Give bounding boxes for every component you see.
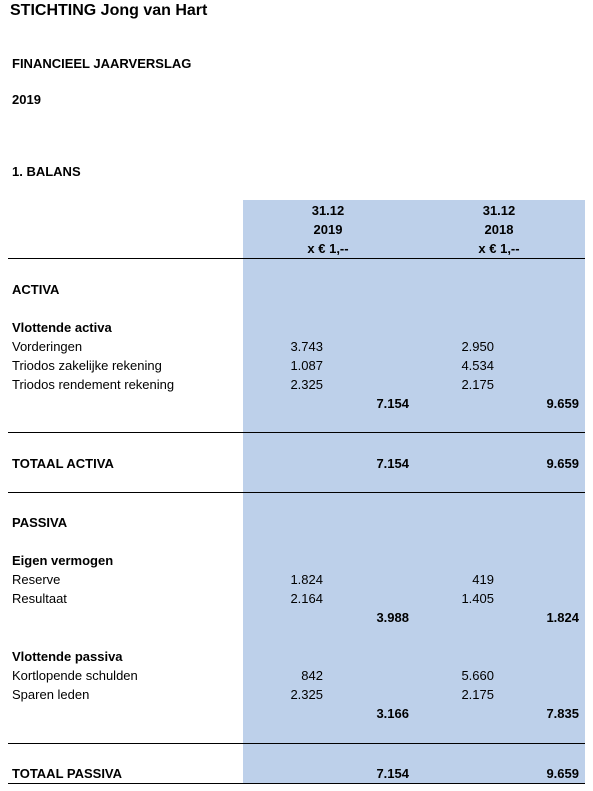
col-2019-unit: x € 1,-- — [307, 241, 349, 256]
organisation-name: STICHTING Jong van Hart — [10, 2, 208, 19]
col-2018-unit: x € 1,-- — [478, 241, 520, 256]
header-divider — [8, 258, 585, 259]
activa-group-label: Vlottende activa — [12, 320, 112, 335]
current-row-label: Kortlopende schulden — [12, 668, 138, 683]
passiva-total-divider — [8, 743, 585, 744]
current-liabilities-group-label: Vlottende passiva — [12, 649, 123, 664]
activa-row-2019: 3.743 — [290, 339, 323, 354]
total-passiva-label: TOTAAL PASSIVA — [12, 766, 123, 781]
section-title: 1. BALANS — [12, 164, 81, 179]
col-2019-date: 31.12 — [311, 203, 345, 218]
activa-end-divider — [8, 492, 585, 493]
total-passiva-2019: 7.154 — [376, 766, 409, 781]
current-row-2019: 2.325 — [290, 687, 323, 702]
report-title: FINANCIEEL JAARVERSLAG — [12, 56, 192, 71]
activa-row-2019: 1.087 — [290, 358, 323, 373]
col-2019-year: 2019 — [313, 222, 343, 237]
col-2018-year: 2018 — [484, 222, 514, 237]
total-activa-label: TOTAAL ACTIVA — [12, 456, 114, 471]
total-activa-2018: 9.659 — [546, 456, 579, 471]
equity-row-2019: 2.164 — [290, 591, 323, 606]
activa-total-divider — [8, 432, 585, 433]
current-row-2018: 2.175 — [461, 687, 494, 702]
activa-row-2019: 2.325 — [290, 377, 323, 392]
activa-row-label: Vorderingen — [12, 339, 83, 354]
activa-subtotal-2019: 7.154 — [376, 396, 409, 411]
equity-row-2018: 419 — [472, 572, 494, 587]
equity-row-label: Resultaat — [12, 591, 67, 606]
report-year: 2019 — [12, 92, 41, 107]
activa-row-label: Triodos zakelijke rekening — [12, 358, 162, 373]
activa-heading: ACTIVA — [12, 282, 60, 297]
activa-row-2018: 2.175 — [461, 377, 494, 392]
activa-row-2018: 2.950 — [461, 339, 494, 354]
passiva-heading: PASSIVA — [12, 515, 68, 530]
equity-group-label: Eigen vermogen — [12, 553, 114, 568]
equity-row-label: Reserve — [12, 572, 61, 587]
equity-row-2018: 1.405 — [461, 591, 494, 606]
current-row-2019: 842 — [301, 668, 323, 683]
equity-subtotal-2018: 1.824 — [546, 610, 579, 625]
current-subtotal-2019: 3.166 — [376, 706, 409, 721]
activa-row-label: Triodos rendement rekening — [12, 377, 175, 392]
equity-subtotal-2019: 3.988 — [376, 610, 409, 625]
bottom-divider — [8, 783, 585, 784]
current-subtotal-2018: 7.835 — [546, 706, 579, 721]
activa-row-2018: 4.534 — [461, 358, 494, 373]
total-activa-2019: 7.154 — [376, 456, 409, 471]
current-row-2018: 5.660 — [461, 668, 494, 683]
current-row-label: Sparen leden — [12, 687, 90, 702]
equity-row-2019: 1.824 — [290, 572, 323, 587]
col-2018-date: 31.12 — [482, 203, 516, 218]
total-passiva-2018: 9.659 — [546, 766, 579, 781]
activa-subtotal-2018: 9.659 — [546, 396, 579, 411]
